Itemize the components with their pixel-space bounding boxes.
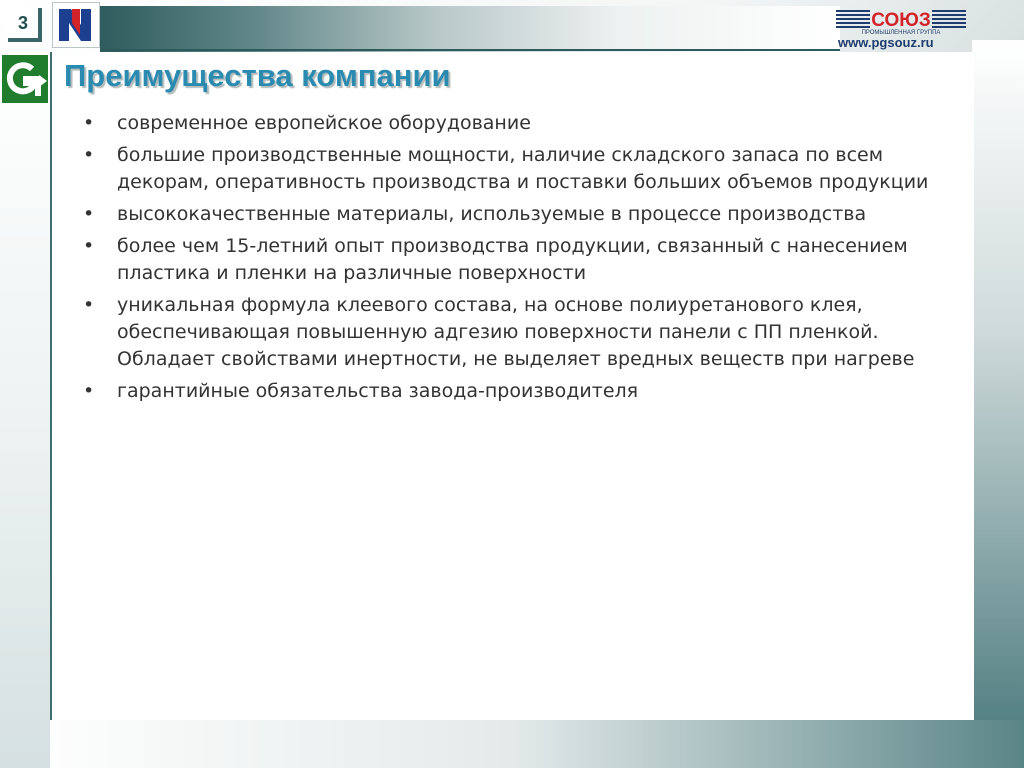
n-logo-icon — [52, 2, 100, 48]
list-item-text: гарантийные обязательства завода-производителя — [117, 380, 639, 402]
list-item — [80, 110, 960, 137]
list-item — [80, 201, 960, 228]
list-item — [80, 378, 960, 405]
list-item-text: уникальная формула клеевого состава, на основе полиуретанового клея, обеспечивающая повышенную адгезию поверхности панели с ПП пленкой. Обладает свойствами инертности, не выделяет вредных веществ при нагреве — [117, 294, 915, 370]
bullet-list — [80, 110, 960, 410]
header-band — [100, 6, 840, 52]
site-url: www.pgsouz.ru — [838, 35, 934, 50]
list-item-text: высококачественные материалы, используемые в процессе производства — [117, 203, 867, 225]
bullet-icon: • — [83, 112, 95, 134]
left-strip — [0, 52, 50, 768]
page-title: Преимущества компании — [64, 58, 451, 93]
g-logo-icon — [2, 55, 48, 103]
list-item — [80, 142, 960, 196]
header-divider — [100, 49, 840, 51]
brand-name: СОЮЗ — [871, 10, 931, 31]
list-item-text: современное европейское оборудование — [117, 112, 531, 134]
list-item-text: более чем 15-летний опыт производства продукции, связанный с нанесением пластика и пленки на различные поверхности — [117, 235, 908, 284]
bullet-icon: • — [83, 203, 95, 225]
background-bottom-stripe — [0, 720, 1024, 768]
list-item-text: большие производственные мощности, наличие складского запаса по всем декорам, оперативность производства и поставки больших объемов продукции — [117, 144, 929, 193]
background-right-stripe — [972, 40, 1024, 768]
bullet-icon: • — [83, 144, 95, 166]
bullet-icon: • — [83, 294, 95, 316]
list-item — [80, 292, 960, 373]
page-number: 3 — [8, 8, 38, 38]
bullet-icon: • — [83, 380, 95, 402]
bullet-icon: • — [83, 235, 95, 257]
brand-subtitle: ПРОМЫШЛЕННАЯ ГРУППА — [861, 30, 941, 36]
souz-logo — [836, 8, 966, 36]
list-item — [80, 233, 960, 287]
